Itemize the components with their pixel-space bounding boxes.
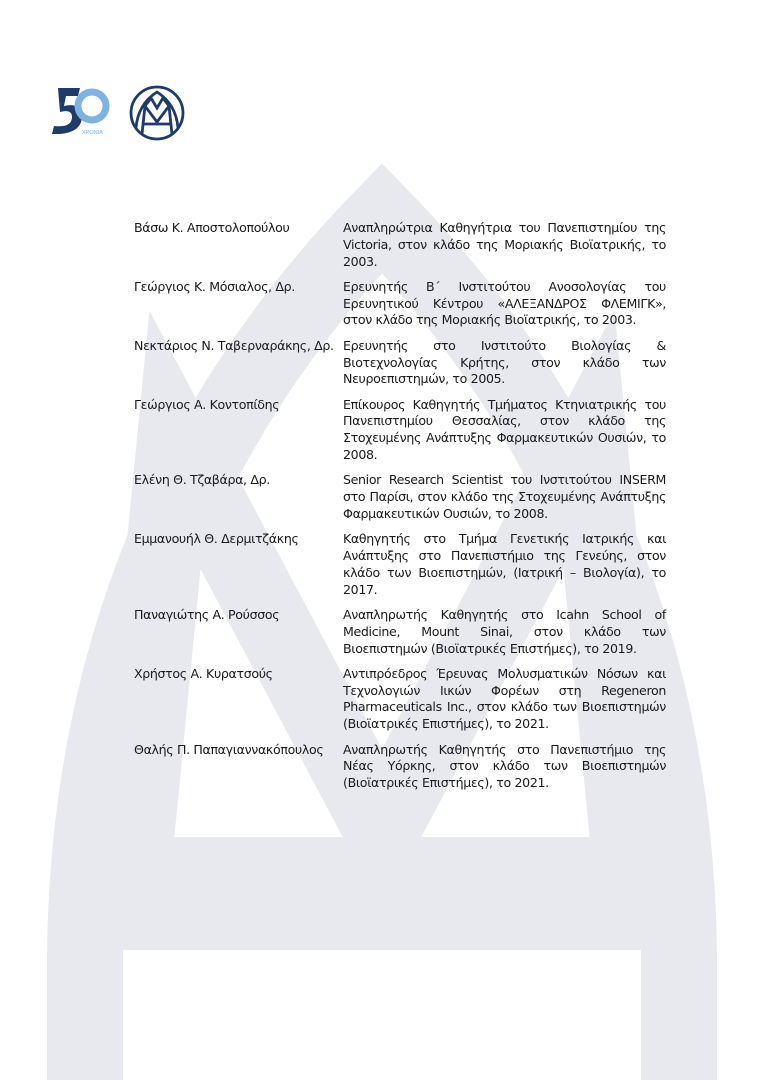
recipient-description: Αντιπρόεδρος Έρευνας Μολυσματικών Νόσων και Τεχνολογιών Ιικών Φορέων στη Regeneron Pharmaceuticals Inc., στον κλάδο των Βιοεπιστημών (Βιοϊατρικές Επιστήμες), το 2021. [343, 665, 666, 732]
recipient-row [134, 607, 666, 657]
recipient-description: Senior Research Scientist του Ινστιτούτου INSERM στο Παρίσι, στον κλάδο της Στοχευμένης Ανάπτυξης Φαρμακευτικών Ουσιών, το 2008. [343, 472, 666, 521]
watermark-band [85, 837, 679, 950]
recipient-row [134, 397, 666, 464]
recipient-name: Θαλής Π. Παπαγιαννακόπουλος [134, 741, 324, 757]
recipient-description: Αναπληρωτής Καθηγητής στο Πανεπιστήμιο της Νέας Υόρκης, στον κλάδο των Βιοεπιστημών (Βιοϊατρικές Επιστήμες), το 2021. [343, 741, 666, 791]
award-recipients-list [134, 220, 666, 800]
recipient-name: Νεκτάριος Ν. Ταβερναράκης, Δρ. [134, 337, 334, 353]
recipient-row [134, 742, 666, 792]
recipient-row [134, 279, 666, 329]
recipient-name: Εμμανουήλ Θ. Δερμιτζάκης [134, 531, 299, 547]
recipient-description: Αναπληρώτρια Καθηγήτρια του Πανεπιστημίου της Victoria, στον κλάδο της Μοριακής Βιοϊατρικής, το 2003. [343, 220, 666, 269]
fifty-years-logo-icon [50, 84, 110, 138]
recipient-name: Γεώργιος Α. Κοντοπίδης [134, 396, 280, 412]
recipient-row [134, 472, 666, 522]
recipient-row [134, 531, 666, 598]
recipient-description: Αναπληρωτής Καθηγητής στο Icahn School of Medicine, Mount Sinai, στον κλάδο των Βιοεπιστημών (Βιοϊατρικές Επιστήμες), το 2019. [343, 606, 666, 656]
recipient-name: Χρήστος Α. Κυρατσούς [134, 665, 273, 681]
foundation-seal-logo-icon [128, 84, 186, 142]
recipient-description: Ερευνητής στο Ινστιτούτο Βιολογίας & Βιοτεχνολογίας Κρήτης, στον κλάδο των Νευροεπιστημών, το 2005. [343, 337, 666, 387]
recipient-description: Επίκουρος Καθηγητής Τμήματος Κτηνιατρικής του Πανεπιστημίου Θεσσαλίας, στον κλάδο της Στοχευμένης Ανάπτυξης Φαρμακευτικών Ουσιών, το 2008. [343, 396, 666, 463]
recipient-description: Καθηγητής στο Τμήμα Γενετικής Ιατρικής και Ανάπτυξης στο Πανεπιστήμιο της Γενεύης, στον κλάδο των Βιοεπιστημών, (Ιατρική – Βιολογία), το 2017. [343, 531, 666, 597]
recipient-row [134, 666, 666, 733]
recipient-name: Βάσω Κ. Αποστολοπούλου [134, 220, 290, 235]
recipient-description: Ερευνητής Β΄ Ινστιτούτου Ανοσολογίας του Ερευνητικού Κέντρου «ΑΛΕΞΑΝΔΡΟΣ ΦΛΕΜΙΓΚ», στον κλάδο της Μοριακής Βιοϊατρικής, το 2003. [343, 278, 666, 328]
logo-years-label: ΧΡΟΝΙΑ [82, 130, 103, 136]
recipient-row [134, 220, 666, 270]
recipient-name: Παναγιώτης Α. Ρούσσος [134, 606, 280, 622]
recipient-name: Γεώργιος Κ. Μόσιαλος, Δρ. [134, 278, 295, 294]
recipient-name: Ελένη Θ. Τζαβάρα, Δρ. [134, 472, 270, 488]
recipient-row [134, 338, 666, 388]
